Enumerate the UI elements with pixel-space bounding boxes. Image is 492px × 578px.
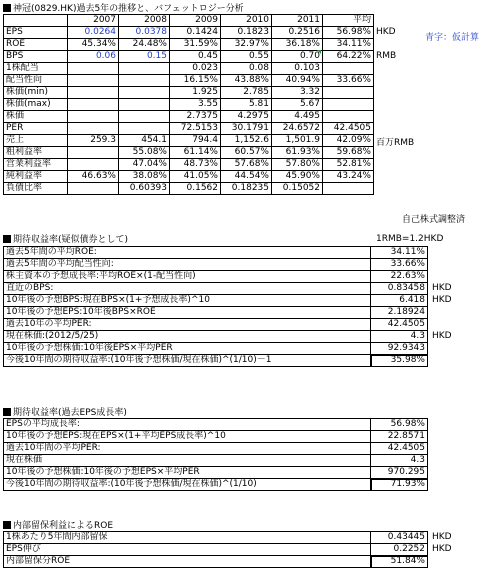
row-label: 今後10年間の期待収益率:(10年後予想株価/現在株価)^(1/10)－1 [4,355,371,367]
value-cell: 47.04% [119,159,170,171]
value-cell: 794.4 [170,135,221,147]
table-row [4,532,428,544]
value-cell [68,183,119,195]
value-cell [119,99,170,111]
value-cell [68,87,119,99]
table-row [4,319,428,331]
value-cell: 22.8571 [371,431,428,443]
value-cell: 0.08 [221,63,272,75]
bond-expected-return-table [3,246,428,367]
value-cell: 4.495 [272,111,323,123]
value-cell: 64.22% [323,51,374,63]
value-cell: 24.6572 [272,123,323,135]
table-row [4,75,374,87]
table-row [4,159,374,171]
row-label: 過去10年の平均PER: [4,319,371,331]
value-cell: 35.98% [371,355,428,367]
row-label: ROE [4,39,68,51]
table-row [4,247,428,259]
value-cell: 0.15052 [272,183,323,195]
value-cell: 0.023 [170,63,221,75]
table-row [4,479,428,491]
row-label: 過去5年間の平均配当性向: [4,259,371,271]
value-cell: 42.4505 [371,319,428,331]
value-cell: 0.1562 [170,183,221,195]
row-label: 株価(min) [4,87,68,99]
value-cell: 44.54% [221,171,272,183]
table-row [4,123,374,135]
retained-earnings-roe-table [3,531,428,568]
row-label: BPS [4,51,68,63]
value-cell [119,75,170,87]
value-cell: 3.55 [170,99,221,111]
value-cell: 48.73% [170,159,221,171]
value-cell [119,123,170,135]
value-cell: 1,152.6 [221,135,272,147]
value-cell [323,63,374,75]
row-label: 株価 [4,111,68,123]
value-cell: 0.2516 [272,27,323,39]
value-cell: 31.59% [170,39,221,51]
value-cell: 42.4505 [371,443,428,455]
value-cell: 0.43445 [371,532,428,544]
table-row [4,556,428,568]
row-label: 売上 [4,135,68,147]
value-cell: 0.2252 [371,544,428,556]
value-cell: 61.14% [170,147,221,159]
value-cell: 24.48% [119,39,170,51]
value-cell: 16.15% [170,75,221,87]
table-row [4,99,374,111]
row-unit: HKD [432,532,452,542]
value-cell: 4.3 [371,455,428,467]
table-row [4,307,428,319]
table-row [4,544,428,556]
value-cell [323,111,374,123]
financial-history-table [3,14,374,195]
value-cell: 2.18924 [371,307,428,319]
table-row [4,283,428,295]
treasury-adjusted-note: 自己株式調整済 [402,215,466,225]
value-cell [119,63,170,75]
exchange-rate-note: 1RMB=1.2HKD [376,234,444,244]
table-row [4,87,374,99]
value-cell [68,99,119,111]
value-cell: 0.1424 [170,27,221,39]
table-row [4,147,374,159]
value-cell: 5.67 [272,99,323,111]
value-cell: 0.45 [170,51,221,63]
value-cell [68,75,119,87]
value-cell: 42.4505 [323,123,374,135]
year-header: 平均 [323,15,374,27]
row-label: EPS [4,27,68,39]
value-cell [68,159,119,171]
row-label: 株価(max) [4,99,68,111]
value-cell: 4.2975 [221,111,272,123]
value-cell: 2.7375 [170,111,221,123]
value-cell [119,87,170,99]
value-cell: 5.81 [221,99,272,111]
row-label: 負債比率 [4,183,68,195]
row-label: 10年後の予想EPS:10年後BPS×ROE [4,307,371,319]
value-cell: 36.18% [272,39,323,51]
square-bullet-icon [3,408,11,416]
corner-cell [4,15,68,27]
row-label: 株主資本の予想成長率:平均ROE×(1-配当性向) [4,271,371,283]
section2-title: 期待収益率(過去EPS成長率) [3,405,127,418]
value-cell: 59.68% [323,147,374,159]
row-unit: HKD [432,331,452,341]
value-cell: 0.18235 [221,183,272,195]
square-bullet-icon [3,4,11,12]
table-row [4,27,374,39]
table-row [4,135,374,147]
value-cell: 57.68% [221,159,272,171]
value-cell: 56.98% [323,27,374,39]
value-cell: 1,501.9 [272,135,323,147]
value-cell: 41.05% [170,171,221,183]
value-cell: 970.295 [371,467,428,479]
row-label: 粗利益率 [4,147,68,159]
value-cell: 454.1 [119,135,170,147]
table-row [4,331,428,343]
value-cell: 52.81% [323,159,374,171]
value-cell: 45.90% [272,171,323,183]
value-cell: 6.418 [371,295,428,307]
value-cell: 4.3 [371,331,428,343]
row-label: EPS伸び [4,544,371,556]
value-cell: 57.80% [272,159,323,171]
value-cell: 0.1823 [221,27,272,39]
value-cell [68,111,119,123]
table-row [4,355,428,367]
section1-title: 期待収益率(疑似債券として) [3,232,128,245]
value-cell: 0.70 [272,51,323,63]
row-unit: HKD [432,295,452,305]
eps-growth-return-table [3,418,428,491]
table-row [4,271,428,283]
value-cell: 51.84% [371,556,428,568]
value-cell: 60.57% [221,147,272,159]
value-cell [323,183,374,195]
table-row [4,111,374,123]
year-header: 2007 [68,15,119,27]
row-unit: HKD [432,283,452,293]
row-unit: HKD [432,544,452,554]
value-cell: 34.11% [323,39,374,51]
cell-comment-marker-icon [317,50,321,54]
value-cell: 46.63% [68,171,119,183]
value-cell: 33.66% [371,259,428,271]
table-row [4,455,428,467]
provisional-note: 青字：仮計算 [425,33,480,43]
value-cell: 61.93% [272,147,323,159]
value-cell: 40.94% [272,75,323,87]
row-label: 内部留保分ROE [4,556,371,568]
value-cell: 0.15 [119,51,170,63]
table-row [4,183,374,195]
value-cell: 0.103 [272,63,323,75]
row-label: 配当性向 [4,75,68,87]
value-cell: 45.34% [68,39,119,51]
row-label: 1株配当 [4,63,68,75]
table-row [4,295,428,307]
value-cell: 0.0378 [119,27,170,39]
value-cell: 34.11% [371,247,428,259]
page-title: 神冠(0829.HK)過去5年の推移と、バフェットロジー分析 [3,1,244,14]
value-cell: 43.24% [323,171,374,183]
value-cell: 2.785 [221,87,272,99]
value-cell: 33.66% [323,75,374,87]
square-bullet-icon [3,235,11,243]
value-cell: 0.60393 [119,183,170,195]
header-row [4,15,374,27]
value-cell: 42.09% [323,135,374,147]
value-cell [68,123,119,135]
value-cell: 0.0264 [68,27,119,39]
table-row [4,343,428,355]
value-cell: 56.98% [371,419,428,431]
value-cell: 3.32 [272,87,323,99]
row-label: 現在株価:(2012/5/25) [4,331,371,343]
row-label: 過去5年間の平均ROE: [4,247,371,259]
row-label: EPSの平均成長率: [4,419,371,431]
value-cell: 0.55 [221,51,272,63]
row-label: 現在株価 [4,455,371,467]
row-label: 今後10年間の期待収益率:(10年後予想株価/現在株価)^(1/10) [4,479,371,491]
row-label: 営業利益率 [4,159,68,171]
row-label: 直近のBPS: [4,283,371,295]
table-row [4,419,428,431]
year-header: 2010 [221,15,272,27]
value-cell: 0.06 [68,51,119,63]
value-cell: 71.93% [371,479,428,491]
row-label: PER [4,123,68,135]
value-cell: 259.3 [68,135,119,147]
value-cell: 55.08% [119,147,170,159]
row-label: 10年後の予想株価:10年後の予想EPS×平均PER [4,467,371,479]
value-cell: 22.63% [371,271,428,283]
row-label: 1株あたり5年間内部留保 [4,532,371,544]
square-bullet-icon [3,521,11,529]
table-row [4,443,428,455]
row-unit: HKD [376,27,396,37]
value-cell: 43.88% [221,75,272,87]
row-label: 10年後の予想EPS:現在EPS×(1+平均EPS成長率)^10 [4,431,371,443]
table-row [4,171,374,183]
year-header: 2011 [272,15,323,27]
row-label: 10年後の予想株価:10年後EPS×平均PER [4,343,371,355]
value-cell: 32.97% [221,39,272,51]
table-row [4,63,374,75]
row-unit: 百万RMB [376,138,415,148]
table-row [4,39,374,51]
value-cell [68,63,119,75]
year-header: 2009 [170,15,221,27]
row-label: 純利益率 [4,171,68,183]
row-unit: RMB [376,51,397,61]
value-cell [119,111,170,123]
year-header: 2008 [119,15,170,27]
value-cell: 72.5153 [170,123,221,135]
value-cell: 38.08% [119,171,170,183]
value-cell: 30.1791 [221,123,272,135]
value-cell: 0.83458 [371,283,428,295]
table-row [4,259,428,271]
row-label: 10年後の予想BPS:現在BPS×(1+予想成長率)^10 [4,295,371,307]
value-cell [323,99,374,111]
value-cell: 1.925 [170,87,221,99]
value-cell [68,147,119,159]
row-label: 過去10年間の平均PER: [4,443,371,455]
value-cell [323,87,374,99]
value-cell: 92.9343 [371,343,428,355]
table-row [4,467,428,479]
table-row [4,431,428,443]
section3-title: 内部留保利益によるROE [3,518,113,531]
